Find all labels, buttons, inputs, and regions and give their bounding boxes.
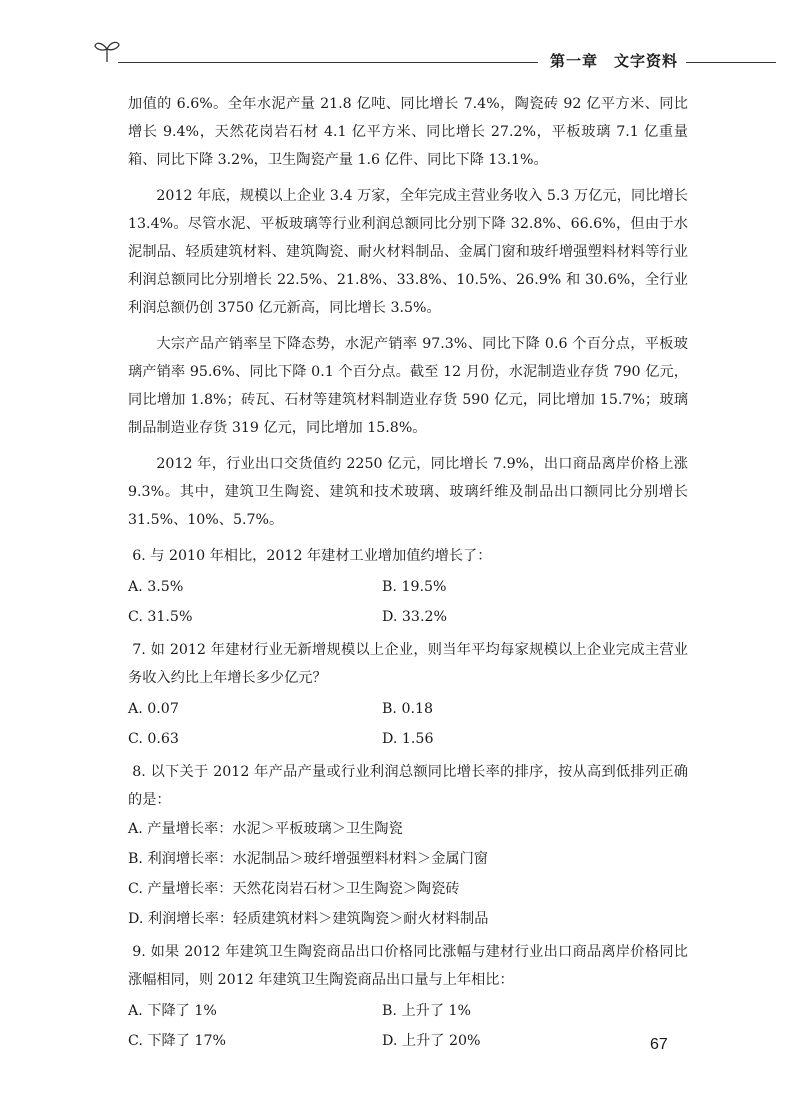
question-8-stem: 8. 以下关于 2012 年产品产量或行业利润总额同比增长率的排序，按从高到低排列正确的是： <box>128 764 688 808</box>
header-rule-right <box>686 62 776 63</box>
option-c: C. 下降了 17% <box>128 1033 226 1049</box>
question-6-options <box>128 572 688 632</box>
option-d: D. 利润增长率：轻质建筑材料＞建筑陶瓷＞耐火材料制品 <box>128 911 489 927</box>
page-number: 67 <box>650 1036 668 1053</box>
chapter-title: 第一章 文字资料 <box>550 52 679 70</box>
paragraph-continued: 加值的 6.6%。全年水泥产量 21.8 亿吨、同比增长 7.4%，陶瓷砖 92 亿平方米、同比增长 9.4%，天然花岗岩石材 4.1 亿平方米、同比增长 27.2%，平板玻璃 7.1 亿重量箱、同比下降 3.2%，卫生陶瓷产量 1.6 亿件、同比下降 13.1%。 <box>128 96 688 168</box>
option-d: D. 1.56 <box>382 731 434 747</box>
option-b: B. 利润增长率：水泥制品＞玻纤增强塑料材料＞金属门窗 <box>128 851 488 867</box>
option-a: A. 3.5% <box>128 579 184 595</box>
option-d: D. 33.2% <box>382 609 447 625</box>
option-d: D. 上升了 20% <box>382 1033 481 1049</box>
sprout-icon <box>92 38 122 64</box>
option-c: C. 31.5% <box>128 609 193 625</box>
option-b: B. 19.5% <box>382 579 447 595</box>
page-header <box>0 36 800 76</box>
paragraph: 2012 年底，规模以上企业 3.4 万家，全年完成主营业务收入 5.3 万亿元，同比增长 13.4%。尽管水泥、平板玻璃等行业利润总额同比分别下降 32.8%、66.6%，但由于水泥制品、轻质建筑材料、建筑陶瓷、耐火材料制品、金属门窗和玻纤增强塑料材料等行业利润总额同比分别增长 22.5%、21.8%、33.8%、10.5%、26.9% 和 30.6%，全行业利润总额仍创 3750 亿元新高，同比增长 3.5%。 <box>128 188 688 316</box>
paragraph: 2012 年，行业出口交货值约 2250 亿元，同比增长 7.9%，出口商品离岸价格上涨 9.3%。其中，建筑卫生陶瓷、建筑和技术玻璃、玻璃纤维及制品出口额同比分别增长 31.5%、10%、5.7%。 <box>128 456 688 528</box>
option-c: C. 0.63 <box>128 731 179 747</box>
option-b: B. 上升了 1% <box>382 1003 472 1019</box>
option-a: A. 0.07 <box>128 701 179 717</box>
question-9-options <box>128 996 688 1056</box>
page-body <box>128 90 688 1060</box>
question-9-stem: 9. 如果 2012 年建筑卫生陶瓷商品出口价格同比涨幅与建材行业出口商品离岸价格同比涨幅相同，则 2012 年建筑卫生陶瓷商品出口量与上年相比： <box>128 944 688 988</box>
question-7-options <box>128 694 688 754</box>
option-a: A. 产量增长率：水泥＞平板玻璃＞卫生陶瓷 <box>128 821 403 837</box>
question-6-stem: 6. 与 2010 年相比，2012 年建材工业增加值约增长了： <box>132 548 492 564</box>
paragraph: 大宗产品产销率呈下降态势，水泥产销率 97.3%、同比下降 0.6 个百分点，平板玻璃产销率 95.6%、同比下降 0.1 个百分点。截至 12 月份，水泥制造业存货 790 亿元，同比增加 1.8%；砖瓦、石材等建筑材料制造业存货 590 亿元，同比增加 15.7%；玻璃制品制造业存货 319 亿元，同比增加 15.8%。 <box>128 336 688 436</box>
option-a: A. 下降了 1% <box>128 1003 217 1019</box>
question-8-options <box>128 814 688 934</box>
option-b: B. 0.18 <box>382 701 434 717</box>
question-7-stem: 7. 如 2012 年建材行业无新增规模以上企业，则当年平均每家规模以上企业完成主营业务收入约比上年增长多少亿元？ <box>128 642 688 686</box>
header-rule-left <box>118 62 538 63</box>
option-c: C. 产量增长率：天然花岗岩石材＞卫生陶瓷＞陶瓷砖 <box>128 881 460 897</box>
